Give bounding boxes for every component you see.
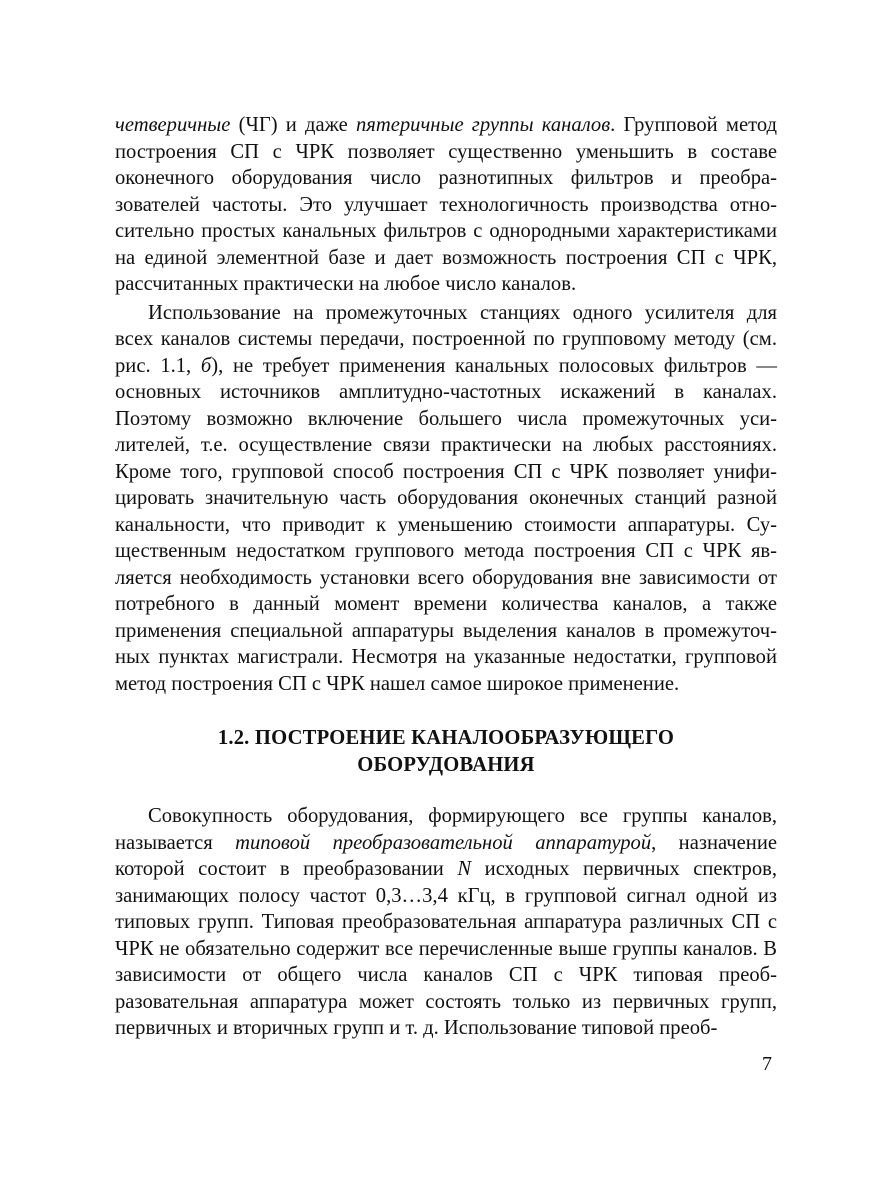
paragraph-text: Использование на промежуточных станциях одного усилителя для всех каналов системы передачи, построенной по групповому методу (см. рис. 1.1,	[115, 301, 777, 377]
italic-term: N	[457, 858, 472, 880]
page-number: 7	[762, 1053, 772, 1075]
section-heading-line: 1.2. ПОСТРОЕНИЕ КАНАЛООБРАЗУЮЩЕГО	[217, 727, 675, 749]
section-heading-line: ОБОРУДОВАНИЯ	[357, 754, 535, 776]
italic-term: пятеричные группы каналов	[355, 114, 611, 136]
body-paragraph	[115, 803, 777, 1042]
paragraph-text: . Групповой метод построения СП с ЧРК позволяет существенно уменьшить в составе оконечного оборудования число разнотипных фильтров и преобразователей частоты. Это улучшает технологичность производства относительно простых канальных фильтров с однородными характеристиками на единой элементной базе и дает возможность построения СП с ЧРК, рассчитанных практически на любое число каналов.	[115, 114, 778, 295]
paragraph-text: ), не требует применения канальных полосовых фильтров — основных источников амплитудно-частотных искажений в каналах. Поэтому возможно включение большего числа промежуточных усилителей, т.е. осуществление связи практически на любых расстояниях. Кроме того, групповой способ построения СП с ЧРК позволяет унифицировать значительную часть оборудования оконечных станций разной канальности, что приводит к уменьшению стоимости аппаратуры. Существенным недостатком группового метода построения СП с ЧРК является необходимость установки всего оборудования вне зависимости от потребного в данный момент времени количества каналов, а также применения специальной аппаратуры выделения каналов в промежуточных пунктах магистрали. Несмотря на указанные недостатки, групповой метод построения СП с ЧРК нашел самое широкое применение.	[115, 354, 777, 695]
body-paragraph	[115, 300, 777, 698]
italic-term: четверичные	[115, 114, 231, 136]
paragraph-text: исходных первичных спектров, занимающих полосу частот 0,3…3,4 кГц, в групповой сигнал одной из типовых групп. Типовая преобразовательная аппаратура различных СП с ЧРК не обязательно содержит все перечисленные выше группы каналов. В зависимости от общего числа каналов СП с ЧРК типовая преобразовательная аппаратура может состоять только из первичных групп, первичных и вторичных групп и т. д. Использование типовой преоб-	[115, 858, 777, 1039]
paragraph-text: , назначение которой состоит в преобразовании	[115, 831, 777, 880]
body-paragraph	[115, 112, 777, 298]
section-heading	[115, 725, 777, 779]
document-page	[115, 112, 777, 1042]
paragraph-text: (ЧГ) и даже	[230, 114, 356, 136]
italic-term: б	[200, 354, 212, 377]
italic-term: типовой преобразовательной аппаратурой	[235, 831, 652, 854]
paragraph-text: Совокупность оборудования, формирующего все группы каналов, называется	[115, 805, 777, 854]
